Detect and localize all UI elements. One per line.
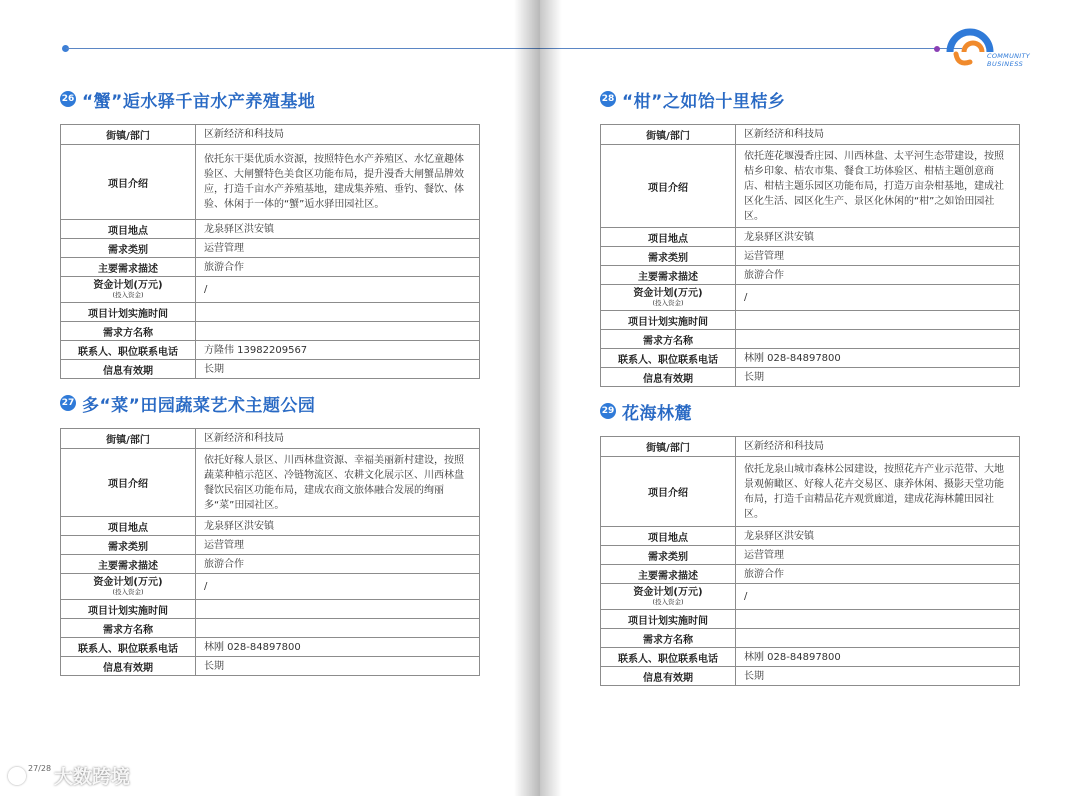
page-number: 27/28 [28, 764, 52, 773]
table-row [601, 648, 1020, 667]
row-label: 项目地点 [61, 220, 196, 239]
row-label: 需求方名称 [61, 322, 196, 341]
section-title [600, 398, 1020, 424]
row-value: 区新经济和科技局 [196, 125, 480, 145]
project-title: “蟹”逅水驿千亩水产养殖基地 [82, 91, 316, 112]
table-row [61, 536, 480, 555]
table-row [601, 228, 1020, 247]
row-label: 项目地点 [61, 517, 196, 536]
table-row [601, 285, 1020, 311]
row-label: 需求类别 [61, 536, 196, 555]
table-row [61, 145, 480, 220]
row-value: / [196, 574, 480, 600]
row-value [196, 322, 480, 341]
row-value: 旅游合作 [196, 258, 480, 277]
row-value: 林刚 028-84897800 [196, 638, 480, 657]
table-row [601, 610, 1020, 629]
row-label: 需求方名称 [601, 330, 736, 349]
row-value: 依托东干渠优质水资源，按照特色水产养殖区、水忆童趣体验区、大闸蟹特色美食区功能布局，提升漫香大闸蟹品牌效应，打造千亩水产养殖基地，建成集养殖、垂钓、餐饮、体验、休闲于一体的“蟹”逅水驿田园社区。 [196, 145, 480, 220]
table-row [601, 546, 1020, 565]
spine-shadow [540, 0, 562, 796]
fund-label: 资金计划(万元) [633, 288, 703, 299]
row-label: 街镇/部门 [61, 125, 196, 145]
row-label: 街镇/部门 [601, 125, 736, 145]
logo-text-line1: COMMUNITY [987, 52, 1031, 60]
row-label: 信息有效期 [601, 368, 736, 387]
row-label: 需求方名称 [61, 619, 196, 638]
row-value: 林刚 028-84897800 [736, 349, 1020, 368]
table-row [601, 349, 1020, 368]
table-row [601, 667, 1020, 686]
project-table [60, 124, 480, 379]
row-value: 旅游合作 [736, 266, 1020, 285]
fund-label: 资金计划(万元) [93, 280, 163, 291]
project-section-29 [600, 398, 1020, 686]
row-label: 需求类别 [601, 247, 736, 266]
number-badge: 27 [60, 395, 76, 411]
row-value: 运营管理 [736, 546, 1020, 565]
table-row [601, 527, 1020, 546]
row-value: 长期 [196, 360, 480, 379]
section-title [60, 86, 480, 112]
row-value [736, 610, 1020, 629]
row-value: 旅游合作 [736, 565, 1020, 584]
row-label: 主要需求描述 [61, 555, 196, 574]
row-value [736, 629, 1020, 648]
header-line [540, 48, 962, 49]
row-value: 区新经济和科技局 [196, 429, 480, 449]
row-value: / [736, 584, 1020, 610]
table-row [61, 600, 480, 619]
row-value: 龙泉驿区洪安镇 [196, 220, 480, 239]
row-value: 运营管理 [196, 239, 480, 258]
table-row [601, 247, 1020, 266]
table-row [61, 258, 480, 277]
project-table [600, 436, 1020, 686]
row-label [601, 584, 736, 610]
watermark [8, 762, 130, 789]
row-label [61, 574, 196, 600]
row-label: 联系人、职位联系电话 [61, 341, 196, 360]
row-value: 长期 [196, 657, 480, 676]
table-row [61, 638, 480, 657]
fund-sub-label: (投入资金) [652, 299, 684, 307]
header-line [66, 48, 540, 49]
row-label: 联系人、职位联系电话 [61, 638, 196, 657]
row-label: 项目介绍 [601, 457, 736, 527]
row-label: 主要需求描述 [61, 258, 196, 277]
row-value: 旅游合作 [196, 555, 480, 574]
row-value: 运营管理 [196, 536, 480, 555]
row-label: 信息有效期 [61, 657, 196, 676]
row-value: 运营管理 [736, 247, 1020, 266]
row-label: 项目介绍 [601, 145, 736, 228]
fund-label: 资金计划(万元) [633, 587, 703, 598]
table-row [61, 220, 480, 239]
row-label: 项目计划实施时间 [61, 600, 196, 619]
row-value: 长期 [736, 368, 1020, 387]
number-badge: 26 [60, 91, 76, 107]
table-row [61, 429, 480, 449]
row-value: 龙泉驿区洪安镇 [196, 517, 480, 536]
row-label: 主要需求描述 [601, 565, 736, 584]
number-badge: 28 [600, 91, 616, 107]
row-value [736, 330, 1020, 349]
row-label: 项目地点 [601, 527, 736, 546]
table-row [61, 341, 480, 360]
row-label: 需求方名称 [601, 629, 736, 648]
row-value: 依托莲花堰漫香庄园、川西林盘、太平河生态带建设，按照桔乡印象、桔农市集、餐食工坊体验区、柑桔主题创意商店、柑桔主题乐园区功能布局，打造万亩杂柑基地，建成社区化生活、园区化生产、景区化休闲的“柑”之如饴田园社区。 [736, 145, 1020, 228]
row-label: 联系人、职位联系电话 [601, 349, 736, 368]
row-value: 区新经济和科技局 [736, 437, 1020, 457]
right-page [540, 0, 1080, 796]
project-title: 花海林麓 [622, 403, 692, 424]
table-row [601, 629, 1020, 648]
row-value: 区新经济和科技局 [736, 125, 1020, 145]
table-row [601, 584, 1020, 610]
row-label: 需求类别 [601, 546, 736, 565]
table-row [61, 449, 480, 517]
row-label: 主要需求描述 [601, 266, 736, 285]
row-value: 龙泉驿区洪安镇 [736, 228, 1020, 247]
table-row [601, 330, 1020, 349]
table-row [61, 239, 480, 258]
table-row [61, 555, 480, 574]
row-value: 方隆伟 13982209567 [196, 341, 480, 360]
row-label [601, 285, 736, 311]
table-row [61, 277, 480, 303]
project-section-27 [60, 390, 480, 676]
table-row [601, 437, 1020, 457]
row-value: 龙泉驿区洪安镇 [736, 527, 1020, 546]
fund-sub-label: (投入资金) [112, 588, 144, 596]
row-label: 需求类别 [61, 239, 196, 258]
row-label: 信息有效期 [601, 667, 736, 686]
table-row [61, 657, 480, 676]
project-title: 多“菜”田园蔬菜艺术主题公园 [82, 395, 316, 416]
row-label: 街镇/部门 [61, 429, 196, 449]
row-value: 长期 [736, 667, 1020, 686]
table-row [601, 125, 1020, 145]
number-badge: 29 [600, 403, 616, 419]
fund-sub-label: (投入资金) [652, 598, 684, 606]
row-label: 街镇/部门 [601, 437, 736, 457]
row-value [196, 600, 480, 619]
row-label: 信息有效期 [61, 360, 196, 379]
logo-text-line2: BUSINESS [987, 60, 1024, 68]
row-value [736, 311, 1020, 330]
table-row [601, 145, 1020, 228]
section-title [60, 390, 480, 416]
table-row [601, 368, 1020, 387]
table-row [61, 322, 480, 341]
row-label: 项目介绍 [61, 145, 196, 220]
table-row [61, 303, 480, 322]
row-label: 项目计划实施时间 [601, 610, 736, 629]
row-value: 林刚 028-84897800 [736, 648, 1020, 667]
project-title: “柑”之如饴十里桔乡 [622, 91, 786, 112]
row-value [196, 303, 480, 322]
fund-sub-label: (投入资金) [112, 291, 144, 299]
row-label: 项目计划实施时间 [61, 303, 196, 322]
table-row [601, 266, 1020, 285]
fund-label: 资金计划(万元) [93, 577, 163, 588]
row-label [61, 277, 196, 303]
table-row [61, 360, 480, 379]
project-table [600, 124, 1020, 387]
section-title [600, 86, 1020, 112]
row-value: / [736, 285, 1020, 311]
row-value: 依托好稼人景区、川西林盘资源、幸福美丽新村建设，按照蔬菜种植示范区、冷链物流区、农耕文化展示区、川西林盘餐饮民宿区功能布局，建成农商文旅体融合发展的绚丽多“菜”田园社区。 [196, 449, 480, 517]
row-value: / [196, 277, 480, 303]
row-value: 依托龙泉山城市森林公园建设，按照花卉产业示范带、大地景观俯瞰区、好稼人花卉交易区、康养休闲、摄影天堂功能布局，打造千亩精品花卉观赏廊道，建成花海林麓田园社区。 [736, 457, 1020, 527]
table-row [601, 311, 1020, 330]
table-row [61, 125, 480, 145]
watermark-text: 大数跨境 [54, 766, 131, 788]
row-label: 项目计划实施时间 [601, 311, 736, 330]
row-label: 项目地点 [601, 228, 736, 247]
table-row [61, 619, 480, 638]
project-section-28 [600, 86, 1020, 387]
watermark-logo-icon [8, 767, 26, 785]
project-table [60, 428, 480, 676]
row-label: 联系人、职位联系电话 [601, 648, 736, 667]
table-row [61, 574, 480, 600]
spine-shadow [514, 0, 540, 796]
table-row [601, 565, 1020, 584]
row-value [196, 619, 480, 638]
table-row [61, 517, 480, 536]
row-label: 项目介绍 [61, 449, 196, 517]
project-section-26 [60, 86, 480, 379]
table-row [601, 457, 1020, 527]
